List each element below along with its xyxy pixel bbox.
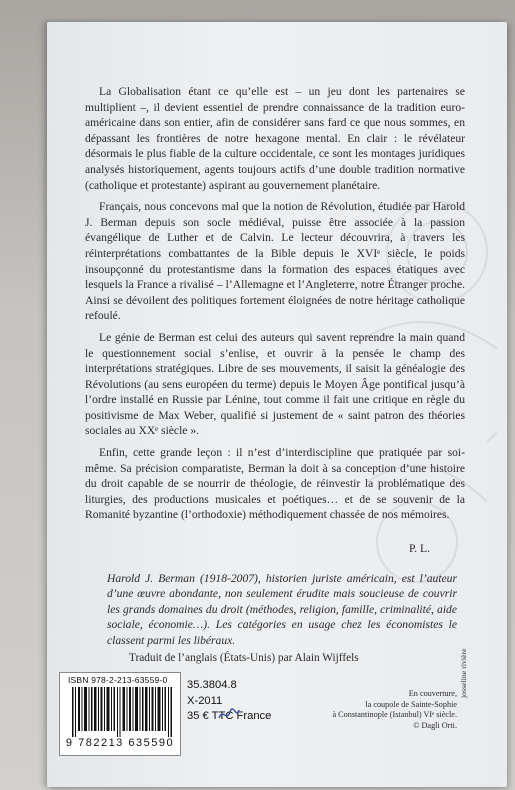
- handwritten-scribble-icon: [217, 706, 241, 724]
- book-back-cover: [47, 22, 507, 787]
- code-line: X-2011: [187, 694, 223, 707]
- credit-line: En couverture,: [408, 689, 457, 698]
- credit-line: la coupole de Sainte-Sophie: [365, 699, 457, 709]
- designer-credit: josseline rivière: [459, 648, 468, 698]
- credit-line: © Dagli Orti.: [413, 720, 457, 730]
- barcode-icon: [72, 687, 172, 737]
- paragraph-lecon: Enfin, cette grande leçon : il n’est d’interdiscipline que pratiquée par soi-même. Sa précision comparatiste, Berman la doit à sa conception d’une histoire du droit capable de se nourrir de théologie, de réinvestir la problématique des liturgies, des productions musicales et poétiques… et de se souvenir de la Romanité byzantine (l’orthodoxie) méthodiquement chassée de nos mémoires.: [85, 446, 465, 522]
- cover-credits: [317, 689, 457, 731]
- code-line: 35.3804.8: [187, 679, 237, 691]
- translation-credit: Traduit de l’anglais (États-Unis) par Alain Wijffels: [129, 652, 359, 664]
- price-codes: [187, 678, 271, 725]
- paragraph-revolution: Français, nous concevons mal que la notion de Révolution, étudiée par Harold J. Berman depuis son socle médiéval, puisse être associée à la passion évangélique de Luther et de Calvin. Le lecteur découvrira, à travers les réinterprétations combattantes de la Bible depuis le XVIᵉ siècle, le poids insoupçonné du protestantisme dans la formation des espaces étatiques avec lesquels la France a rivalisé – l’Allemagne et l’Angleterre, notre Étranger proche. Ainsi se dévoilent des politiques fortement éloignées de notre héritage catholique refoulé.: [85, 200, 465, 323]
- author-bio: Harold J. Berman (1918-2007), historien juriste américain, est l’auteur d’une œuvre abondante, non seulement érudite mais soucieuse de couvrir les grands domaines du droit (méthodes, religion, famille, criminalité, aide sociale, économie…). Les catégories en usage chez les économistes le classent parmi les libéraux.: [107, 572, 457, 647]
- credit-line: à Constantinople (Istanbul) VIᵉ siècle.: [332, 710, 457, 720]
- signature-initials: P. L.: [409, 542, 430, 555]
- price-line: [187, 709, 271, 725]
- price-text: 35 € TTC France: [187, 710, 272, 723]
- back-cover-text: [85, 84, 465, 529]
- barcode-label: [59, 672, 181, 756]
- isbn-text: ISBN 978-2-213-63559-0: [68, 675, 168, 685]
- barcode-number: 9 782213 635590: [65, 737, 175, 749]
- paragraph-globalisation: La Globalisation étant ce qu’elle est – un jeu dont les partenaires se multiplient –, il devient essentiel de prendre connaissance de la tradition euro-américaine dans son entier, afin de considérer sans fard ce que nous sommes, en dépassant les frontières de notre hexagone mental. En clair : le révélateur désormais le plus fiable de la culture occidentale, ce sont les montages juridiques analysés historiquement, agents toujours actifs d’une double tradition normative (catholique et protestante) aspirant au gouvernement planétaire.: [85, 85, 465, 192]
- paragraph-genie-berman: Le génie de Berman est celui des auteurs qui savent reprendre la main quand le questionnement social s’enlise, et ouvrir à la pensée le champ des interprétations stratégiques. Libre de ses mouvements, il saisit la généalogie des Révolutions (au sens européen du terme) depuis le Moyen Âge pontifical jusqu’à l’ordre installé en Russie par Lénine, tout comme il fait une critique en règle du positivisme de Max Weber, qualifié si justement de « saint patron des théories sociales au XXᵉ siècle ».: [85, 330, 465, 438]
